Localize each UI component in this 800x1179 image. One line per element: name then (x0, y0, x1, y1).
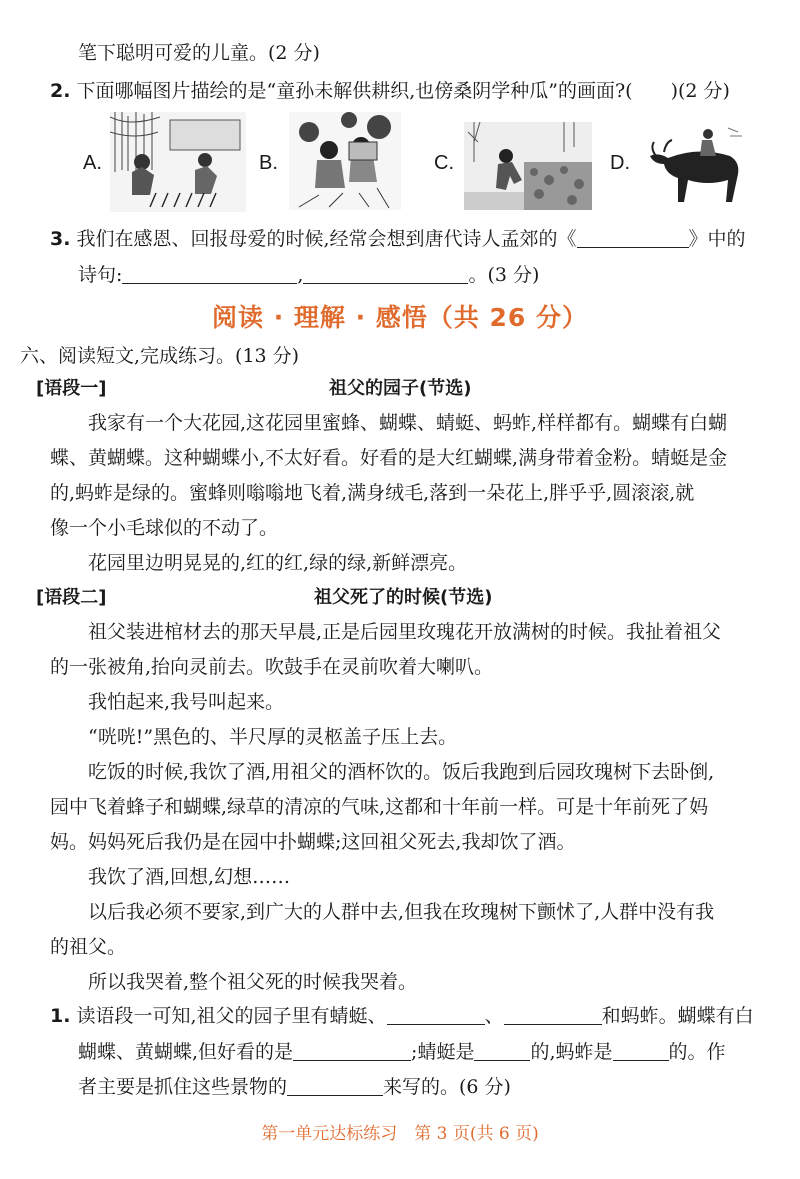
option-c-image[interactable] (464, 122, 592, 210)
question-text: 蝴蝶、黄蝴蝶,但好看的是 (78, 1041, 294, 1063)
question-6-1-line-1 (50, 1003, 754, 1029)
passage-2-tag: [语段二] (36, 587, 107, 608)
question-label: 诗句: (78, 264, 123, 286)
passage-2-line: 祖父装进棺材去的那天早晨,正是后园里玫瑰花开放满树的时候。我扯着祖父 (88, 621, 722, 643)
passage-1-line: 的,蚂蚱是绿的。蜜蜂则嗡嗡地飞着,满身绒毛,落到一朵花上,胖乎乎,圆滚滚,就 (50, 482, 695, 504)
passage-2-line: 的祖父。 (50, 936, 127, 958)
dragonfly-color-blank[interactable] (474, 1040, 530, 1061)
passage-2-line: 以后我必须不要家,到广大的人群中去,但我在玫瑰树下颤怵了,人群中没有我 (88, 901, 715, 923)
question-text: 和蚂蚱。蝴蝶有白 (601, 1005, 754, 1027)
separator: 、 (484, 1005, 504, 1027)
option-c-label: C. (434, 152, 454, 174)
passage-1-line: 蝶、黄蝴蝶。这种蝴蝶小,不太好看。好看的是大红蝴蝶,满身带着金粉。蜻蜓是金 (50, 447, 728, 469)
question-text: 读语段一可知,祖父的园子里有蜻蜓、 (76, 1005, 387, 1027)
option-d-image[interactable] (638, 118, 748, 210)
question-6-1-line-2 (78, 1039, 726, 1065)
question-number: 1. (50, 1005, 71, 1027)
question-2 (50, 78, 730, 104)
option-b-image[interactable] (289, 112, 401, 210)
part-6-heading: 六、阅读短文,完成练习。(13 分) (20, 345, 300, 367)
option-d-label: D. (610, 152, 630, 174)
verse-blank-2[interactable] (303, 263, 468, 284)
question-text: 者主要是抓住这些景物的 (78, 1076, 288, 1098)
option-a-image[interactable] (110, 112, 246, 212)
question-3-line-1 (50, 226, 746, 252)
passage-1-line: 花园里边明晃晃的,红的红,绿的绿,新鲜漂亮。 (88, 552, 468, 574)
section-title: 阅读 · 理解 · 感悟（共 26 分） (211, 303, 588, 332)
passage-2-line: 园中飞着蜂子和蝴蝶,绿草的清凉的气味,这都和十年前一样。可是十年前死了妈 (50, 796, 709, 818)
passage-1-line: 像一个小毛球似的不动了。 (50, 517, 279, 539)
passage-2-line: 所以我哭着,整个祖父死的时候我哭着。 (88, 971, 418, 993)
passage-1-tag: [语段一] (36, 378, 107, 399)
passage-2-line: 我怕起来,我号叫起来。 (88, 691, 285, 713)
question-points: )(2 分) (670, 80, 730, 102)
question-number: 2. (50, 80, 71, 102)
passage-2-line: 我饮了酒,回想,幻想…… (88, 866, 291, 888)
passage-1-line: 我家有一个大花园,这花园里蜜蜂、蝴蝶、蜻蜓、蚂蚱,样样都有。蝴蝶有白蝴 (88, 412, 728, 434)
verse-blank-1[interactable] (122, 263, 297, 284)
question-6-1-line-3 (78, 1074, 511, 1100)
passage-2-line: “咣咣!”黑色的、半尺厚的灵柩盖子压上去。 (88, 726, 458, 748)
insect-blank-2[interactable] (504, 1004, 602, 1025)
question-text: 下面哪幅图片描绘的是“童孙未解供耕织,也傍桑阴学种瓜”的画面?( (76, 80, 633, 102)
question-text: 的。作 (668, 1041, 726, 1063)
question-text: 的,蚂蚱是 (530, 1041, 613, 1063)
option-a-label: A. (83, 152, 102, 174)
question-text: ;蜻蜓是 (411, 1041, 475, 1063)
passage-2-line: 吃饭的时候,我饮了酒,用祖父的酒杯饮的。饭后我跑到后园玫瑰树下去卧倒, (88, 761, 715, 783)
passage-2-title: 祖父死了的时候(节选) (314, 587, 493, 608)
passage-1-title: 祖父的园子(节选) (329, 378, 472, 399)
feature-blank[interactable] (287, 1075, 383, 1096)
poem-title-blank[interactable] (577, 227, 689, 248)
page-footer: 第一单元达标练习 第 3 页(共 6 页) (261, 1124, 539, 1144)
question-points: 来写的。(6 分) (383, 1076, 511, 1098)
passage-2-line: 妈。妈妈死后我仍是在园中扑蝴蝶;这回祖父死去,我却饮了酒。 (50, 831, 576, 853)
question-points: 。(3 分) (468, 264, 540, 286)
q1-tail: 笔下聪明可爱的儿童。(2 分) (78, 42, 320, 64)
option-b-label: B. (259, 152, 278, 174)
question-number: 3. (50, 228, 71, 250)
insect-blank-1[interactable] (387, 1004, 485, 1025)
butterfly-blank[interactable] (293, 1040, 411, 1061)
passage-2-line: 的一张被角,抬向灵前去。吹鼓手在灵前吹着大喇叭。 (50, 656, 494, 678)
question-3-line-2 (78, 262, 539, 288)
question-text-end: 》中的 (688, 228, 746, 250)
question-text: 我们在感恩、回报母爱的时候,经常会想到唐代诗人孟郊的《 (76, 228, 577, 250)
grasshopper-color-blank[interactable] (613, 1040, 669, 1061)
separator: , (297, 264, 304, 286)
